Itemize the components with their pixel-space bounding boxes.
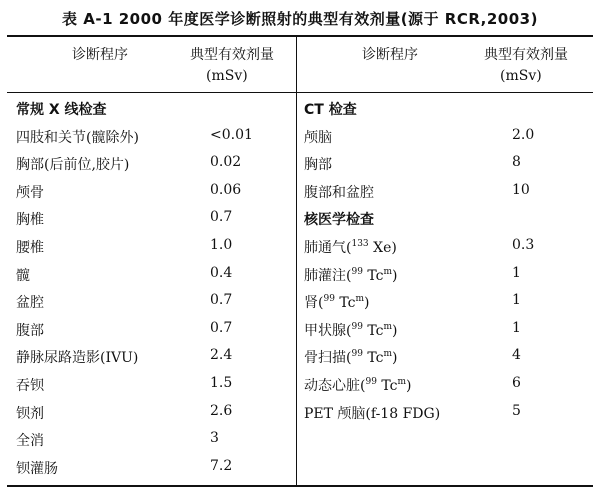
table-row — [16, 453, 291, 481]
procedure-name: 胸部 — [304, 157, 332, 174]
dose-value: 0.7 — [210, 292, 233, 309]
header-procedure-right: 诊断程序 — [362, 47, 418, 63]
procedure-name: 腹部和盆腔 — [304, 184, 374, 201]
procedure-name: 胸部(后前位,胶片) — [16, 157, 130, 174]
procedure-name: 甲状腺($^{99}$ Tc$^m$) — [304, 321, 398, 339]
procedure-name: 静脉尿路造影(IVU) — [16, 350, 139, 367]
procedure-name: 腰椎 — [16, 239, 44, 256]
header-procedure-left: 诊断程序 — [72, 47, 128, 63]
dose-value: 5 — [512, 402, 521, 419]
table-row — [304, 287, 589, 315]
header-dose-left: 典型有效剂量 — [190, 47, 274, 63]
procedure-name: 胸椎 — [16, 212, 44, 229]
table-row — [16, 232, 291, 260]
procedure-name: PET 颅脑(f-18 FDG) — [304, 405, 441, 422]
procedure-name: 四肢和关节(髋除外) — [16, 129, 139, 146]
section-heading-row — [304, 204, 589, 232]
table-row — [16, 315, 291, 343]
bottom-rule — [7, 485, 593, 487]
table-row — [16, 149, 291, 177]
procedure-name: 颅骨 — [16, 184, 44, 201]
table-row — [16, 398, 291, 426]
table-row — [16, 342, 291, 370]
header-unit-left: (mSv) — [206, 68, 248, 84]
section-heading-row — [16, 94, 291, 122]
header-dose-right: 典型有效剂量 — [484, 47, 568, 63]
procedure-name: 全消 — [16, 433, 44, 450]
procedure-name: 钡灌肠 — [16, 460, 58, 477]
procedure-name: 骨扫描($^{99}$ Tc$^m$) — [304, 349, 398, 367]
procedure-name: 动态心脏($^{99}$ Tc$^m$) — [304, 376, 412, 394]
dose-value: 6 — [512, 374, 521, 391]
dose-value: 1 — [512, 292, 521, 309]
section-heading-row — [304, 94, 589, 122]
table-row — [16, 177, 291, 205]
procedure-name: 吞钡 — [16, 377, 44, 394]
dose-value: 0.4 — [210, 264, 233, 281]
header-unit-right: (mSv) — [500, 68, 542, 84]
section-heading: 核医学检查 — [304, 212, 374, 229]
procedure-name: 髋 — [16, 267, 30, 284]
dose-value: 0.7 — [210, 319, 233, 336]
table-row — [304, 149, 589, 177]
dose-value: 1.0 — [210, 236, 233, 253]
right-column — [304, 94, 589, 425]
table-row — [16, 370, 291, 398]
procedure-name: 腹部 — [16, 322, 44, 339]
procedure-name: 钡剂 — [16, 405, 44, 422]
dose-value: 7.2 — [210, 457, 233, 474]
section-heading: CT 检查 — [304, 102, 357, 118]
table-row — [16, 287, 291, 315]
dose-value: 0.06 — [210, 181, 242, 198]
dose-value: 2.6 — [210, 402, 233, 419]
procedure-name: 肺通气($^{133}$ Xe) — [304, 238, 397, 256]
table-row — [304, 370, 589, 398]
procedure-name: 肾($^{99}$ Tc$^m$) — [304, 294, 370, 312]
dose-value: 0.3 — [512, 236, 535, 253]
dose-value: 2.0 — [512, 126, 535, 143]
table-row — [304, 232, 589, 260]
table-row — [304, 398, 589, 426]
dose-value: <0.01 — [210, 126, 253, 143]
dose-value: 1 — [512, 319, 521, 336]
dose-value: 10 — [512, 181, 530, 198]
table-row — [304, 122, 589, 150]
left-column — [16, 94, 291, 480]
procedure-name: 颅脑 — [304, 129, 332, 146]
table-row — [16, 260, 291, 288]
dose-value: 3 — [210, 430, 219, 447]
dose-value: 4 — [512, 347, 521, 364]
table-row — [16, 122, 291, 150]
section-heading: 常规 X 线检查 — [16, 102, 107, 118]
table-row — [16, 204, 291, 232]
dose-value: 0.7 — [210, 209, 233, 226]
table-row — [304, 342, 589, 370]
table-row — [304, 260, 589, 288]
dose-value: 8 — [512, 154, 521, 171]
top-rule — [7, 35, 593, 37]
procedure-name: 盆腔 — [16, 295, 44, 312]
dose-value: 1.5 — [210, 374, 233, 391]
header-rule — [7, 92, 593, 93]
column-divider — [296, 36, 297, 485]
dose-value: 0.02 — [210, 154, 242, 171]
procedure-name: 肺灌注($^{99}$ Tc$^m$) — [304, 266, 398, 284]
table-row — [304, 177, 589, 205]
table-row — [16, 425, 291, 453]
dose-value: 1 — [512, 264, 521, 281]
dose-value: 2.4 — [210, 347, 233, 364]
table-caption: 表 A-1 2000 年度医学诊断照射的典型有效剂量(源于 RCR,2003) — [62, 10, 538, 28]
table-row — [304, 315, 589, 343]
